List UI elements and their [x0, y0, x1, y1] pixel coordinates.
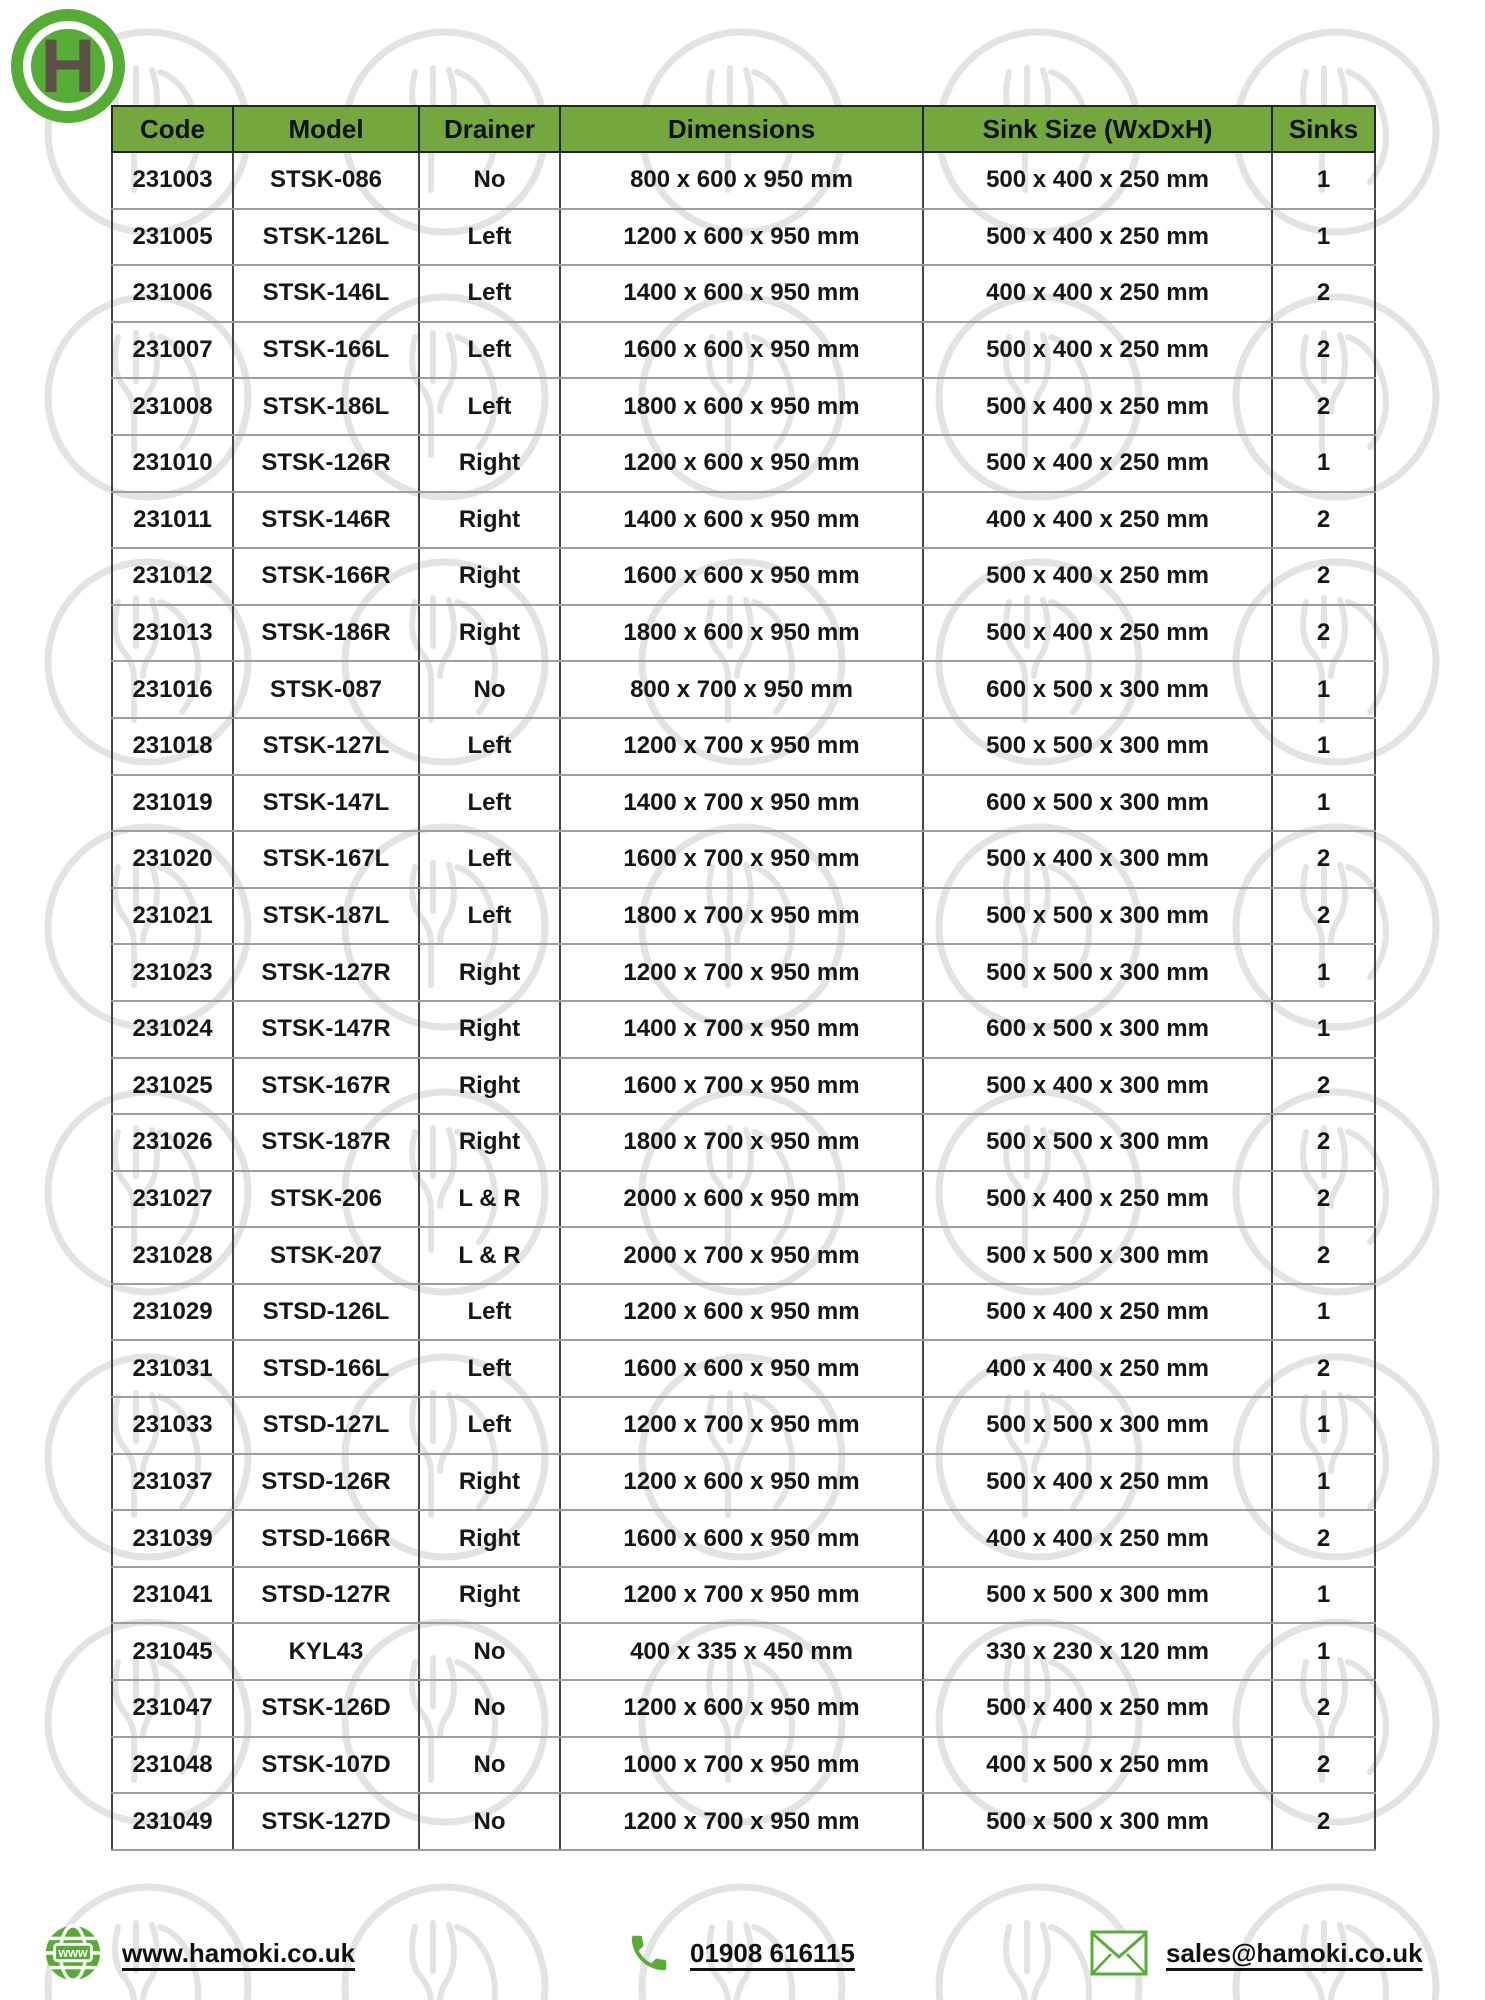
cell-drainer: Left: [419, 718, 560, 775]
cell-drainer: Right: [419, 1058, 560, 1115]
cell-dimensions: 800 x 600 x 950 mm: [560, 152, 923, 209]
column-header-model: Model: [233, 106, 419, 152]
cell-code: 231049: [112, 1793, 233, 1850]
cell-sink-size: 500 x 400 x 250 mm: [923, 1171, 1272, 1228]
cell-drainer: Left: [419, 1284, 560, 1341]
table-row: [112, 1340, 1375, 1397]
footer-email[interactable]: [1090, 1922, 1423, 1984]
cell-sinks: 1: [1272, 209, 1375, 266]
table-row: [112, 1171, 1375, 1228]
cell-dimensions: 1200 x 600 x 950 mm: [560, 435, 923, 492]
cell-model: STSK-166R: [233, 548, 419, 605]
cell-sinks: 2: [1272, 322, 1375, 379]
cell-sink-size: 500 x 400 x 250 mm: [923, 378, 1272, 435]
cell-dimensions: 1400 x 600 x 950 mm: [560, 492, 923, 549]
envelope-icon: [1090, 1930, 1148, 1976]
cell-model: STSK-087: [233, 661, 419, 718]
cell-dimensions: 1200 x 700 x 950 mm: [560, 1567, 923, 1624]
cell-code: 231027: [112, 1171, 233, 1228]
column-header-drainer: Drainer: [419, 106, 560, 152]
cell-dimensions: 1800 x 700 x 950 mm: [560, 888, 923, 945]
cell-drainer: Right: [419, 435, 560, 492]
cell-model: STSK-207: [233, 1227, 419, 1284]
column-header-sinks: Sinks: [1272, 106, 1375, 152]
table-row: [112, 209, 1375, 266]
cell-sinks: 1: [1272, 1397, 1375, 1454]
cell-code: 231008: [112, 378, 233, 435]
cell-dimensions: 1200 x 700 x 950 mm: [560, 1397, 923, 1454]
cell-sinks: 2: [1272, 1680, 1375, 1737]
cell-sink-size: 400 x 400 x 250 mm: [923, 1340, 1272, 1397]
table-row: [112, 378, 1375, 435]
cell-sinks: 2: [1272, 1737, 1375, 1794]
cell-sink-size: 600 x 500 x 300 mm: [923, 661, 1272, 718]
table-row: [112, 1058, 1375, 1115]
table-row: [112, 1284, 1375, 1341]
column-header-sink-size: Sink Size (WxDxH): [923, 106, 1272, 152]
cell-drainer: Left: [419, 1397, 560, 1454]
cell-sinks: 2: [1272, 1340, 1375, 1397]
cell-code: 231016: [112, 661, 233, 718]
cell-sink-size: 500 x 500 x 300 mm: [923, 888, 1272, 945]
table-row: [112, 322, 1375, 379]
table-row: [112, 1510, 1375, 1567]
table-body: [112, 152, 1375, 1850]
cell-sink-size: 400 x 400 x 250 mm: [923, 265, 1272, 322]
cell-sinks: 2: [1272, 1510, 1375, 1567]
cell-model: STSD-127R: [233, 1567, 419, 1624]
cell-code: 231033: [112, 1397, 233, 1454]
cell-drainer: L & R: [419, 1227, 560, 1284]
cell-code: 231006: [112, 265, 233, 322]
cell-drainer: Left: [419, 378, 560, 435]
cell-code: 231039: [112, 1510, 233, 1567]
cell-model: STSK-086: [233, 152, 419, 209]
cell-drainer: Left: [419, 209, 560, 266]
cell-drainer: L & R: [419, 1171, 560, 1228]
cell-dimensions: 1400 x 700 x 950 mm: [560, 775, 923, 832]
footer-phone[interactable]: [626, 1922, 855, 1984]
cell-code: 231025: [112, 1058, 233, 1115]
cell-drainer: Right: [419, 605, 560, 662]
cell-code: 231026: [112, 1114, 233, 1171]
cell-model: STSK-146L: [233, 265, 419, 322]
cell-dimensions: 800 x 700 x 950 mm: [560, 661, 923, 718]
cell-dimensions: 1200 x 700 x 950 mm: [560, 718, 923, 775]
website-link[interactable]: www.hamoki.co.uk: [122, 1937, 356, 1968]
cell-model: STSK-206: [233, 1171, 419, 1228]
table-row: [112, 605, 1375, 662]
phone-icon: [626, 1930, 672, 1976]
cell-code: 231003: [112, 152, 233, 209]
cell-drainer: No: [419, 1793, 560, 1850]
cell-sink-size: 500 x 400 x 250 mm: [923, 322, 1272, 379]
cell-model: STSK-147R: [233, 1001, 419, 1058]
table-row: [112, 661, 1375, 718]
table-row: [112, 1001, 1375, 1058]
cell-dimensions: 2000 x 700 x 950 mm: [560, 1227, 923, 1284]
cell-code: 231005: [112, 209, 233, 266]
cell-code: 231023: [112, 944, 233, 1001]
cell-dimensions: 1600 x 700 x 950 mm: [560, 1058, 923, 1115]
email-link[interactable]: sales@hamoki.co.uk: [1166, 1937, 1423, 1968]
cell-model: STSK-167R: [233, 1058, 419, 1115]
table-row: [112, 492, 1375, 549]
cell-code: 231010: [112, 435, 233, 492]
cell-dimensions: 1800 x 600 x 950 mm: [560, 605, 923, 662]
cell-sink-size: 500 x 400 x 250 mm: [923, 1284, 1272, 1341]
cell-sinks: 2: [1272, 1227, 1375, 1284]
cell-sink-size: 330 x 230 x 120 mm: [923, 1623, 1272, 1680]
cell-model: STSK-186R: [233, 605, 419, 662]
cell-sink-size: 500 x 400 x 250 mm: [923, 209, 1272, 266]
cell-code: 231031: [112, 1340, 233, 1397]
cell-model: STSD-126L: [233, 1284, 419, 1341]
cell-sinks: 2: [1272, 831, 1375, 888]
cell-dimensions: 1200 x 600 x 950 mm: [560, 1284, 923, 1341]
cell-model: STSK-166L: [233, 322, 419, 379]
cell-model: STSK-187L: [233, 888, 419, 945]
cell-code: 231047: [112, 1680, 233, 1737]
cell-sinks: 1: [1272, 1454, 1375, 1511]
cell-sinks: 1: [1272, 775, 1375, 832]
cell-sinks: 2: [1272, 1171, 1375, 1228]
cell-code: 231019: [112, 775, 233, 832]
cell-sink-size: 500 x 400 x 250 mm: [923, 1454, 1272, 1511]
cell-sink-size: 500 x 500 x 300 mm: [923, 718, 1272, 775]
cell-code: 231018: [112, 718, 233, 775]
cell-sinks: 2: [1272, 1114, 1375, 1171]
cell-dimensions: 1200 x 700 x 950 mm: [560, 1793, 923, 1850]
cell-model: STSK-186L: [233, 378, 419, 435]
cell-model: STSK-107D: [233, 1737, 419, 1794]
cell-code: 231041: [112, 1567, 233, 1624]
cell-sink-size: 400 x 500 x 250 mm: [923, 1737, 1272, 1794]
cell-drainer: Left: [419, 1340, 560, 1397]
table-row: [112, 1227, 1375, 1284]
cell-drainer: Right: [419, 1510, 560, 1567]
cell-dimensions: 1200 x 600 x 950 mm: [560, 1680, 923, 1737]
cell-sinks: 2: [1272, 888, 1375, 945]
cell-sink-size: 500 x 400 x 300 mm: [923, 831, 1272, 888]
cell-code: 231045: [112, 1623, 233, 1680]
cell-code: 231007: [112, 322, 233, 379]
cell-sink-size: 500 x 400 x 250 mm: [923, 152, 1272, 209]
cell-dimensions: 1600 x 600 x 950 mm: [560, 548, 923, 605]
table-row: [112, 718, 1375, 775]
cell-sinks: 2: [1272, 605, 1375, 662]
cell-sinks: 1: [1272, 661, 1375, 718]
table-row: [112, 888, 1375, 945]
table-row: [112, 1454, 1375, 1511]
cell-drainer: Right: [419, 1454, 560, 1511]
cell-sink-size: 500 x 400 x 250 mm: [923, 605, 1272, 662]
cell-sink-size: 500 x 500 x 300 mm: [923, 1567, 1272, 1624]
cell-model: STSD-166R: [233, 1510, 419, 1567]
cell-code: 231029: [112, 1284, 233, 1341]
spec-table: [111, 105, 1376, 1851]
cell-sinks: 2: [1272, 1058, 1375, 1115]
cell-sink-size: 500 x 500 x 300 mm: [923, 1397, 1272, 1454]
cell-dimensions: 2000 x 600 x 950 mm: [560, 1171, 923, 1228]
cell-drainer: Right: [419, 944, 560, 1001]
phone-number[interactable]: 01908 616115: [690, 1937, 855, 1968]
table-row: [112, 1623, 1375, 1680]
cell-sinks: 2: [1272, 1793, 1375, 1850]
cell-drainer: Right: [419, 492, 560, 549]
table-row: [112, 944, 1375, 1001]
footer-website[interactable]: [42, 1922, 355, 1984]
cell-sinks: 1: [1272, 1623, 1375, 1680]
svg-text:www: www: [58, 1945, 88, 1960]
cell-sink-size: 400 x 400 x 250 mm: [923, 1510, 1272, 1567]
table-row: [112, 1793, 1375, 1850]
cell-model: STSK-127D: [233, 1793, 419, 1850]
column-header-dimensions: Dimensions: [560, 106, 923, 152]
cell-drainer: Right: [419, 548, 560, 605]
cell-sinks: 2: [1272, 492, 1375, 549]
cell-dimensions: 1800 x 700 x 950 mm: [560, 1114, 923, 1171]
table-row: [112, 831, 1375, 888]
cell-dimensions: 1400 x 600 x 950 mm: [560, 265, 923, 322]
cell-model: STSK-126D: [233, 1680, 419, 1737]
cell-code: 231021: [112, 888, 233, 945]
cell-model: STSK-146R: [233, 492, 419, 549]
cell-drainer: No: [419, 152, 560, 209]
cell-drainer: No: [419, 1737, 560, 1794]
cell-dimensions: 400 x 335 x 450 mm: [560, 1623, 923, 1680]
cell-drainer: No: [419, 1623, 560, 1680]
cell-sink-size: 400 x 400 x 250 mm: [923, 492, 1272, 549]
cell-sinks: 1: [1272, 718, 1375, 775]
cell-sinks: 1: [1272, 944, 1375, 1001]
cell-dimensions: 1800 x 600 x 950 mm: [560, 378, 923, 435]
cell-sink-size: 500 x 400 x 250 mm: [923, 548, 1272, 605]
cell-sink-size: 500 x 400 x 250 mm: [923, 435, 1272, 492]
cell-sink-size: 500 x 400 x 300 mm: [923, 1058, 1272, 1115]
cell-code: 231048: [112, 1737, 233, 1794]
cell-sink-size: 500 x 500 x 300 mm: [923, 1227, 1272, 1284]
cell-model: STSK-126L: [233, 209, 419, 266]
cell-model: STSK-126R: [233, 435, 419, 492]
table-row: [112, 775, 1375, 832]
logo-letter: H: [40, 24, 96, 109]
cell-sinks: 1: [1272, 1567, 1375, 1624]
cell-code: 231037: [112, 1454, 233, 1511]
table-header-row: [112, 106, 1375, 152]
table-row: [112, 435, 1375, 492]
table-row: [112, 1567, 1375, 1624]
cell-drainer: Left: [419, 831, 560, 888]
cell-code: 231024: [112, 1001, 233, 1058]
table-row: [112, 1680, 1375, 1737]
table-row: [112, 1114, 1375, 1171]
cell-drainer: Right: [419, 1567, 560, 1624]
cell-drainer: No: [419, 1680, 560, 1737]
cell-dimensions: 1200 x 600 x 950 mm: [560, 1454, 923, 1511]
cell-drainer: Left: [419, 265, 560, 322]
cell-sinks: 1: [1272, 1284, 1375, 1341]
table-row: [112, 548, 1375, 605]
cell-model: STSD-127L: [233, 1397, 419, 1454]
cell-sink-size: 500 x 500 x 300 mm: [923, 944, 1272, 1001]
cell-dimensions: 1200 x 700 x 950 mm: [560, 944, 923, 1001]
cell-sink-size: 500 x 500 x 300 mm: [923, 1114, 1272, 1171]
hamoki-logo: [8, 6, 128, 126]
cell-code: 231013: [112, 605, 233, 662]
cell-model: STSK-167L: [233, 831, 419, 888]
globe-icon: [42, 1922, 104, 1984]
cell-sinks: 1: [1272, 152, 1375, 209]
cell-drainer: Left: [419, 322, 560, 379]
cell-dimensions: 1000 x 700 x 950 mm: [560, 1737, 923, 1794]
cell-dimensions: 1600 x 700 x 950 mm: [560, 831, 923, 888]
cell-sinks: 1: [1272, 435, 1375, 492]
cell-model: STSD-126R: [233, 1454, 419, 1511]
table-row: [112, 152, 1375, 209]
cell-sinks: 2: [1272, 548, 1375, 605]
cell-drainer: Left: [419, 888, 560, 945]
cell-model: STSD-166L: [233, 1340, 419, 1397]
cell-dimensions: 1600 x 600 x 950 mm: [560, 1510, 923, 1567]
cell-drainer: Right: [419, 1001, 560, 1058]
cell-model: KYL43: [233, 1623, 419, 1680]
table-row: [112, 1397, 1375, 1454]
cell-model: STSK-187R: [233, 1114, 419, 1171]
cell-sinks: 2: [1272, 378, 1375, 435]
cell-model: STSK-127R: [233, 944, 419, 1001]
table-row: [112, 1737, 1375, 1794]
cell-dimensions: 1600 x 600 x 950 mm: [560, 1340, 923, 1397]
cell-model: STSK-147L: [233, 775, 419, 832]
cell-sinks: 2: [1272, 265, 1375, 322]
cell-dimensions: 1600 x 600 x 950 mm: [560, 322, 923, 379]
cell-code: 231012: [112, 548, 233, 605]
cell-drainer: No: [419, 661, 560, 718]
cell-dimensions: 1400 x 700 x 950 mm: [560, 1001, 923, 1058]
table-row: [112, 265, 1375, 322]
cell-sink-size: 600 x 500 x 300 mm: [923, 1001, 1272, 1058]
cell-code: 231020: [112, 831, 233, 888]
column-header-code: Code: [112, 106, 233, 152]
cell-sinks: 1: [1272, 1001, 1375, 1058]
cell-sink-size: 500 x 400 x 250 mm: [923, 1680, 1272, 1737]
cell-sink-size: 600 x 500 x 300 mm: [923, 775, 1272, 832]
cell-dimensions: 1200 x 600 x 950 mm: [560, 209, 923, 266]
cell-drainer: Right: [419, 1114, 560, 1171]
cell-code: 231011: [112, 492, 233, 549]
cell-code: 231028: [112, 1227, 233, 1284]
cell-drainer: Left: [419, 775, 560, 832]
cell-model: STSK-127L: [233, 718, 419, 775]
cell-sink-size: 500 x 500 x 300 mm: [923, 1793, 1272, 1850]
